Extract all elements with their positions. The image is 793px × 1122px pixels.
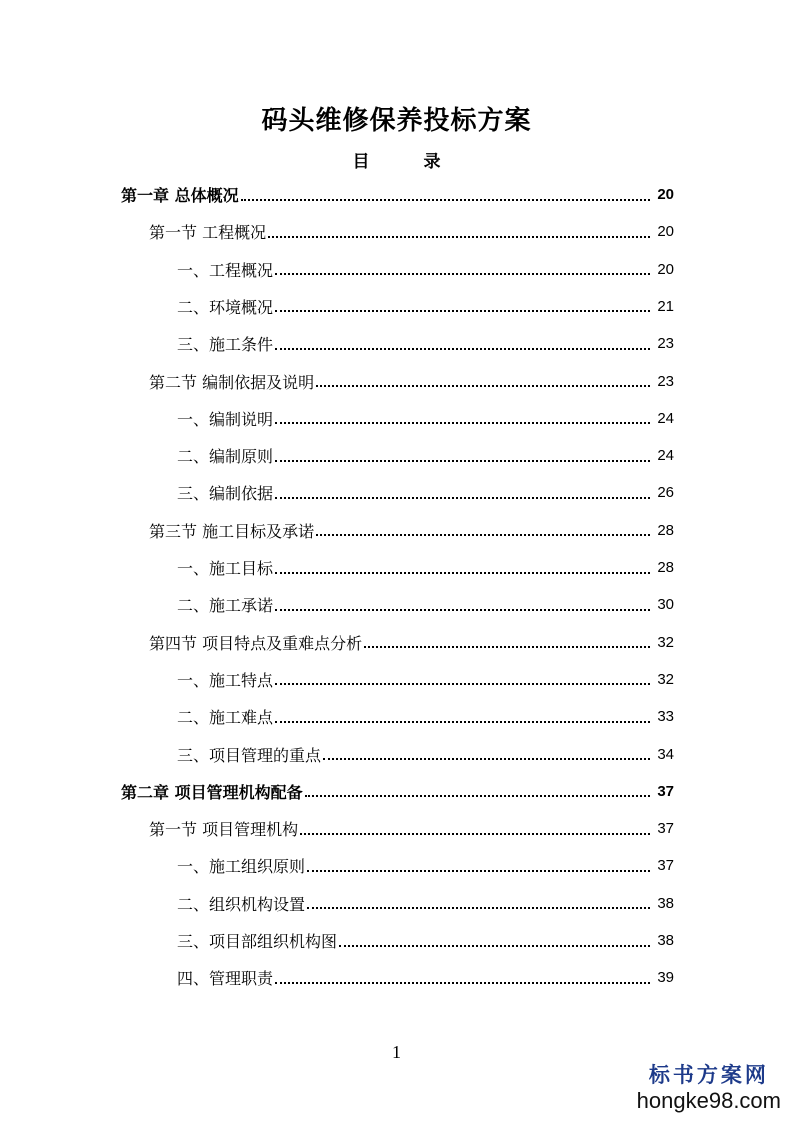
toc-dot-leader [275,348,650,350]
toc-entry-page: 32 [657,633,674,651]
toc-entry-label: 第四节 项目特点及重难点分析 [149,633,363,653]
toc-dot-leader [316,385,650,387]
toc-dot-leader [275,609,650,611]
toc-entry-page: 23 [657,335,674,353]
toc-entry-label: 第一章 总体概况 [121,186,239,205]
toc-entry-label: 一、施工目标 [177,559,274,578]
toc-dot-leader [275,422,650,424]
toc-entry-page: 23 [657,372,674,390]
toc-dot-leader [307,870,650,872]
toc-entry-page: 26 [657,484,674,502]
toc-dot-leader [305,795,650,797]
toc-entry-label: 二、施工承诺 [177,596,274,616]
toc-entry-page: 38 [657,932,674,949]
toc-entry[interactable] [149,363,674,400]
toc-entry-label: 三、施工条件 [177,335,274,355]
toc-entry-label: 第一节 项目管理机构 [149,820,299,840]
toc-entry-label: 一、工程概况 [177,260,274,280]
toc-entry-page: 20 [657,223,674,241]
toc-dot-leader [364,646,650,648]
toc-entry[interactable] [149,512,674,549]
watermark-logo [637,1062,781,1114]
toc-dot-leader [300,833,650,835]
toc-entry[interactable] [177,474,674,511]
toc-entry-page: 32 [657,670,674,688]
toc-entry-page: 21 [657,297,674,315]
toc-entry-page: 37 [657,820,674,838]
toc-entry-label: 二、组织机构设置 [177,894,306,914]
watermark-url: hongke98.com [636,1088,781,1113]
toc-entry[interactable] [177,847,674,884]
toc-entry-label: 第三节 施工目标及承诺 [149,521,315,541]
toc-dot-leader [316,534,650,536]
toc-dot-leader [275,310,650,312]
watermark-name: 标书方案网 [648,1062,769,1087]
toc-dot-leader [307,907,650,909]
toc-entry-label: 三、项目管理的重点 [177,745,322,765]
toc-entry[interactable] [177,922,674,959]
toc-dot-leader [275,683,650,685]
toc-entry[interactable] [177,400,674,437]
toc-entry-label: 第一节 工程概况 [149,223,267,243]
toc-entry-label: 一、施工特点 [177,670,274,690]
page-number: 1 [392,1042,401,1062]
toc-entry[interactable] [149,810,674,847]
toc-entry[interactable] [177,251,674,288]
toc-dot-leader [275,982,650,984]
toc-entry[interactable] [149,624,674,661]
toc-entry-label: 二、环境概况 [177,297,274,317]
toc-entry[interactable] [121,176,674,213]
toc-entry[interactable] [177,959,674,996]
toc-dot-leader [241,199,650,201]
toc-entry-page: 24 [657,409,674,427]
toc-entry-page: 30 [657,596,674,614]
toc-entry[interactable] [177,325,674,362]
toc-entry-label: 二、施工难点 [177,708,274,728]
toc-dot-leader [275,273,650,275]
toc-entry-page: 20 [657,260,674,278]
toc-entry-page: 28 [657,559,674,576]
toc-entry[interactable] [177,549,674,586]
toc-dot-leader [275,460,650,462]
toc-entry-label: 一、施工组织原则 [177,857,306,877]
toc-entry-page: 20 [657,186,674,203]
toc-dot-leader [268,236,650,238]
toc-entry[interactable] [177,661,674,698]
toc-entry[interactable] [149,213,674,250]
toc-entry[interactable] [177,736,674,773]
toc-entry-page: 39 [657,969,674,987]
toc-entry-page: 37 [657,857,674,875]
toc-entry-page: 24 [657,447,674,465]
toc-entry-label: 第二节 编制依据及说明 [149,372,315,392]
toc-entry[interactable] [177,288,674,325]
toc-entry-label: 四、管理职责 [177,969,274,989]
toc-entry-label: 第二章 项目管理机构配备 [121,782,303,802]
toc-entry[interactable] [177,437,674,474]
toc-entry-label: 一、编制说明 [177,409,274,429]
toc-entry[interactable] [177,586,674,623]
toc-heading: 目 录 [352,152,465,172]
toc-entry-page: 38 [657,894,674,912]
toc-entry-page: 33 [657,708,674,726]
toc-entry-label: 三、项目部组织机构图 [177,932,338,951]
toc-entry-label: 二、编制原则 [177,447,274,467]
toc-dot-leader [275,572,650,574]
toc-entry[interactable] [177,698,674,735]
toc-dot-leader [275,497,650,499]
toc-entry[interactable] [121,773,674,810]
document-title: 码头维修保养投标方案 [261,106,532,136]
toc-dot-leader [275,721,650,723]
toc-dot-leader [339,945,650,947]
toc-entry-page: 28 [657,521,674,539]
toc-entry[interactable] [177,885,674,922]
toc-entry-label: 三、编制依据 [177,484,274,504]
toc-entry-page: 34 [657,745,674,763]
toc-entry-page: 37 [657,782,674,800]
toc-dot-leader [323,758,650,760]
